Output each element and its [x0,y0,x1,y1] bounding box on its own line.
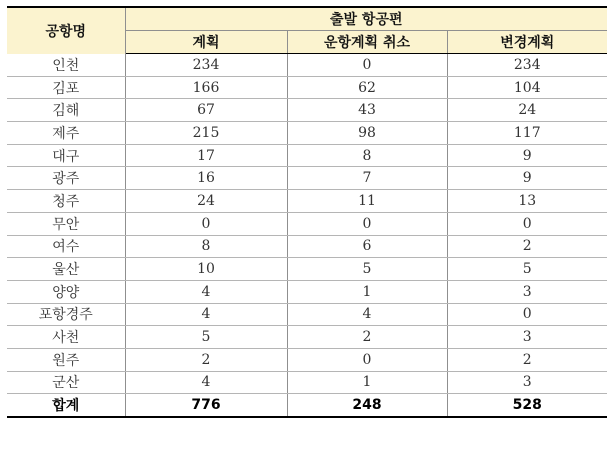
airport-column-header: 공항명 [7,7,125,54]
airport-name-cell: 인천 [7,54,125,77]
table-row [7,303,607,326]
table-header [7,7,607,54]
cancelled-cell: 43 [287,99,447,122]
changed-cell: 104 [447,76,607,99]
cancelled-cell: 7 [287,167,447,190]
planned-cell: 215 [125,122,287,145]
cancelled-cell: 11 [287,190,447,213]
planned-cell: 4 [125,371,287,394]
changed-cell: 3 [447,326,607,349]
table-row [7,54,607,77]
table-row [7,212,607,235]
airport-name-cell: 포항경주 [7,303,125,326]
airport-name-cell: 사천 [7,326,125,349]
airport-name-cell: 원주 [7,348,125,371]
cancelled-cell: 1 [287,371,447,394]
planned-cell: 10 [125,258,287,281]
planned-cell: 8 [125,235,287,258]
planned-cell: 5 [125,326,287,349]
planned-cell: 24 [125,190,287,213]
cancelled-cell: 5 [287,258,447,281]
airport-name-cell: 대구 [7,144,125,167]
table-row [7,167,607,190]
changed-cell: 234 [447,54,607,77]
cancelled-cell: 0 [287,348,447,371]
total-cancelled-cell: 248 [287,394,447,418]
planned-cell: 4 [125,303,287,326]
table-row [7,326,607,349]
table-row [7,76,607,99]
cancelled-cell: 0 [287,212,447,235]
planned-cell: 166 [125,76,287,99]
flight-plan-table-container [7,6,607,418]
changed-cell: 0 [447,212,607,235]
cancelled-cell: 6 [287,235,447,258]
changed-cell: 13 [447,190,607,213]
changed-column-header: 변경계획 [447,31,607,54]
cancelled-column-header: 운항계획 취소 [287,31,447,54]
table-row [7,190,607,213]
planned-column-header: 계획 [125,31,287,54]
planned-cell: 16 [125,167,287,190]
table-row [7,371,607,394]
airport-name-cell: 김해 [7,99,125,122]
planned-cell: 17 [125,144,287,167]
planned-cell: 67 [125,99,287,122]
table-body [7,54,607,418]
planned-cell: 2 [125,348,287,371]
changed-cell: 2 [447,235,607,258]
total-planned-cell: 776 [125,394,287,418]
planned-cell: 234 [125,54,287,77]
airport-name-cell: 김포 [7,76,125,99]
changed-cell: 0 [447,303,607,326]
airport-name-cell: 군산 [7,371,125,394]
changed-cell: 2 [447,348,607,371]
airport-name-cell: 제주 [7,122,125,145]
planned-cell: 0 [125,212,287,235]
changed-cell: 9 [447,144,607,167]
table-row [7,280,607,303]
cancelled-cell: 0 [287,54,447,77]
table-row [7,99,607,122]
departure-flights-table [7,6,607,418]
table-row [7,122,607,145]
cancelled-cell: 98 [287,122,447,145]
total-changed-cell: 528 [447,394,607,418]
table-row [7,258,607,281]
cancelled-cell: 1 [287,280,447,303]
departure-flights-group-header: 출발 항공편 [125,7,607,31]
cancelled-cell: 8 [287,144,447,167]
changed-cell: 9 [447,167,607,190]
planned-cell: 4 [125,280,287,303]
total-label-cell: 합계 [7,394,125,418]
airport-name-cell: 울산 [7,258,125,281]
changed-cell: 3 [447,371,607,394]
total-row [7,394,607,418]
cancelled-cell: 62 [287,76,447,99]
changed-cell: 24 [447,99,607,122]
changed-cell: 5 [447,258,607,281]
airport-name-cell: 여수 [7,235,125,258]
changed-cell: 117 [447,122,607,145]
table-row [7,348,607,371]
table-row [7,144,607,167]
table-row [7,235,607,258]
airport-name-cell: 양양 [7,280,125,303]
airport-name-cell: 청주 [7,190,125,213]
cancelled-cell: 2 [287,326,447,349]
airport-name-cell: 광주 [7,167,125,190]
changed-cell: 3 [447,280,607,303]
cancelled-cell: 4 [287,303,447,326]
airport-name-cell: 무안 [7,212,125,235]
